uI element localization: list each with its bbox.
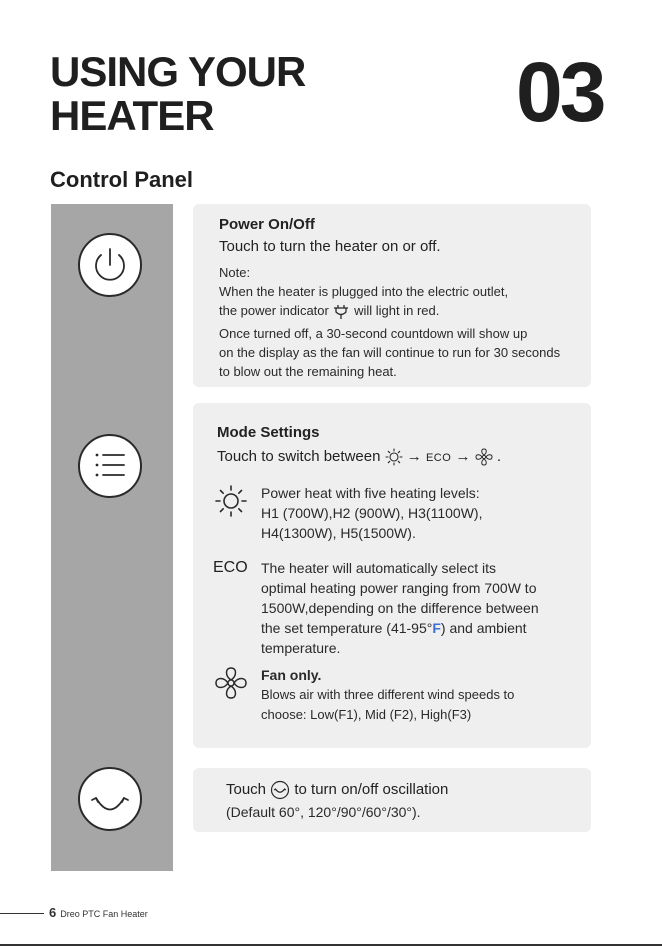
- mode-lead-text: Touch to switch between: [217, 448, 381, 465]
- fan-row: [213, 665, 583, 731]
- power-heat-row: [213, 483, 583, 543]
- power-heat-line: Power heat with five heating levels:: [261, 485, 480, 501]
- note-line: When the heater is plugged into the electric outlet,: [219, 284, 509, 299]
- mode-card-lead: [217, 447, 501, 468]
- power-heat-line: H4(1300W), H5(1500W).: [261, 525, 416, 541]
- oscillation-icon: [270, 780, 290, 800]
- oscillation-icon: [80, 769, 140, 829]
- oscillation-button-graphic: [78, 767, 142, 831]
- fan-line: choose: Low(F1), Mid (F2), High(F3): [261, 707, 472, 722]
- eco-row: [213, 558, 583, 658]
- power-plug-icon: [332, 305, 350, 319]
- power-button-graphic: [78, 233, 142, 297]
- note-text: the power indicator: [219, 303, 329, 318]
- chapter-number: 03: [516, 45, 604, 139]
- fan-line: Blows air with three different wind speeds to: [261, 687, 515, 702]
- note-line: [219, 301, 581, 320]
- mode-button-graphic: [78, 434, 142, 498]
- oscillation-detail: (Default 60°, 120°/90°/60°/30°).: [226, 804, 421, 821]
- eco-line: The heater will automatically select its: [261, 560, 496, 576]
- mode-arrow: →: [455, 448, 471, 465]
- eco-text: [261, 558, 591, 658]
- countdown-line: to blow out the remaining heat.: [219, 364, 397, 379]
- power-heat-line: H1 (700W),H2 (900W), H3(1100W),: [261, 505, 483, 521]
- page-title-line2: HEATER: [50, 92, 214, 139]
- eco-mode-text: ECO: [425, 452, 452, 464]
- page-title-line1: USING YOUR: [50, 48, 306, 95]
- menu-icon: [80, 436, 140, 496]
- page-footer: [49, 906, 148, 921]
- eco-line-part: the set temperature (41-95°: [261, 620, 433, 636]
- power-heat-text: [261, 483, 591, 543]
- mode-arrow: →: [406, 448, 422, 465]
- page-title: [50, 50, 305, 138]
- eco-label: ECO: [213, 559, 248, 576]
- page-number: 6: [49, 905, 57, 920]
- sun-icon: [215, 485, 247, 517]
- oscillation-lead: [226, 780, 581, 800]
- sun-icon: [385, 448, 403, 466]
- power-icon: [80, 235, 140, 295]
- oscillation-lead-text: to turn on/off oscillation: [294, 781, 449, 798]
- power-card: [193, 204, 591, 387]
- fan-icon: [213, 665, 249, 701]
- footer-rule: [0, 913, 44, 914]
- eco-line: temperature.: [261, 640, 341, 656]
- fan-icon: [475, 448, 493, 466]
- power-card-title: Power On/Off: [219, 216, 315, 233]
- fan-title: Fan only.: [261, 667, 322, 683]
- eco-line-part: ) and ambient: [440, 620, 527, 636]
- mode-card-title: Mode Settings: [217, 424, 320, 441]
- eco-line: optimal heating power ranging from 700W to: [261, 580, 537, 596]
- countdown-line: Once turned off, a 30-second countdown will show up: [219, 326, 528, 341]
- power-card-lead: Touch to turn the heater on or off.: [219, 238, 441, 255]
- mode-card: [193, 403, 591, 748]
- mode-lead-end: .: [496, 448, 501, 465]
- footer-text: Dreo PTC Fan Heater: [60, 909, 148, 919]
- temperature-unit: F: [432, 620, 441, 636]
- eco-line: 1500W,depending on the difference between: [261, 600, 539, 616]
- countdown-line: on the display as the fan will continue to run for 30 seconds: [219, 345, 561, 360]
- note-text: will light in red.: [354, 303, 440, 318]
- fan-text: [261, 665, 591, 725]
- oscillation-lead-text: Touch: [226, 781, 267, 798]
- oscillation-card: [193, 768, 591, 832]
- section-title: Control Panel: [50, 167, 194, 192]
- note-label: Note:: [219, 265, 251, 280]
- eco-line: [261, 618, 591, 638]
